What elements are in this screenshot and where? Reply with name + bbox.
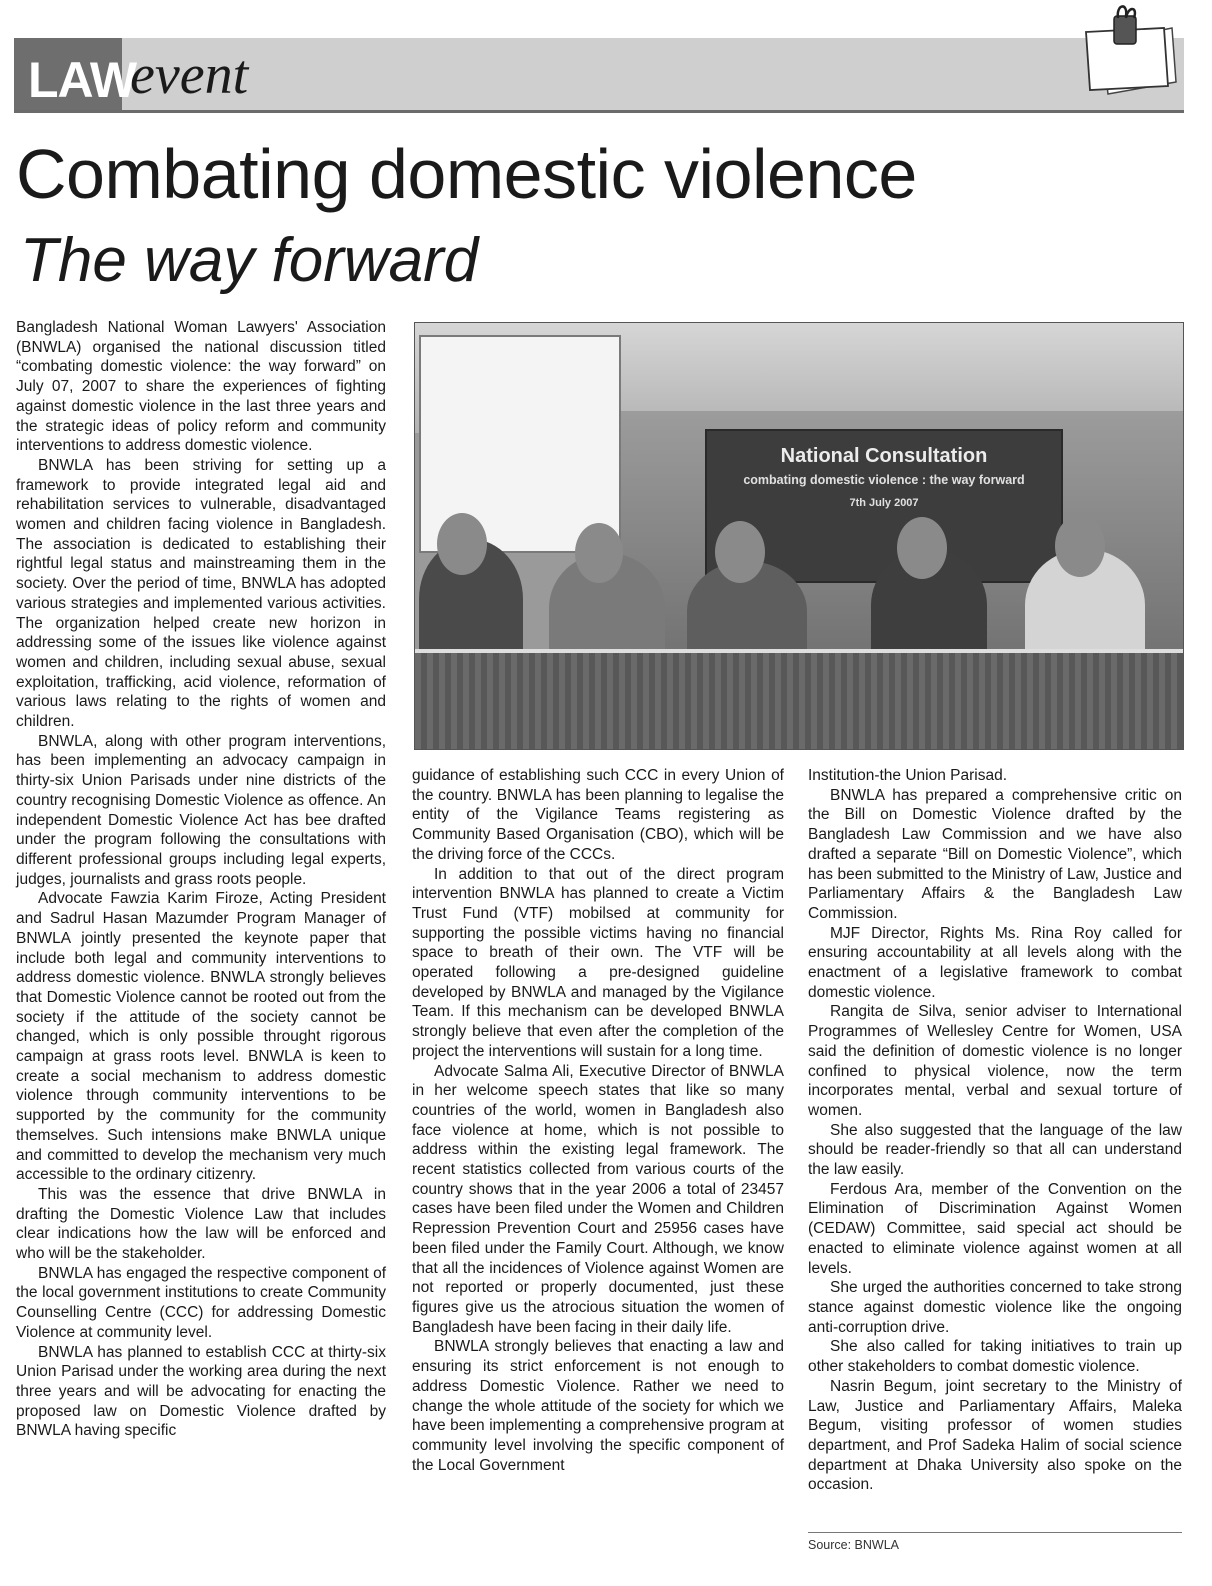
article-subtitle: The way forward — [20, 226, 479, 295]
panelist-4-head — [897, 517, 947, 579]
article-column-2 — [412, 766, 784, 1475]
panelist-2-head — [575, 523, 623, 583]
banner-title: National Consultation — [780, 445, 988, 467]
paragraph: BNWLA has prepared a comprehensive critic on the Bill on Domestic Violence drafted by the Bangladesh Law Commission and we have also drafted a separate “Bill on Domestic Violence”, which has been submitted to the Ministry of Law, Justice and Parliamentary Affairs & the Bangladesh Law Commission. — [808, 786, 1182, 922]
article-column-3 — [808, 766, 1182, 1495]
paragraph: BNWLA, along with other program interventions, has been implementing an advocacy campaign in thirty-six Union Parisads under nine districts of the country recognising Domestic Violence as offence. An independent Domestic Violence Act has bee drafted under the program following the consultations with different professional groups including legal experts, judges, journalists and grass roots people. — [16, 732, 386, 888]
header-rule — [14, 110, 1184, 113]
section-header — [14, 38, 1184, 110]
banner-subtitle: combating domestic violence : the way forward — [743, 473, 1025, 487]
paragraph: She also called for taking initiatives to train up other stakeholders to combat domestic violence. — [808, 1338, 1182, 1376]
section-label-law: LAW — [28, 52, 137, 108]
event-photo — [414, 322, 1184, 750]
paragraph: BNWLA has been striving for setting up a framework to provide integrated legal aid and rehabilitation services to vulnerable, disadvantaged women and children facing violence in Bangladesh. The association is dedicated to establishing their rightful legal status and mainstreaming them in the society. Over the period of time, BNWLA has adopted various strategies and implemented various activities. The organization helped create new horizon in addressing some of the issues like violence against women and children, including sexual abuse, sexual exploitation, trafficking, acid violence, reformation of various laws relating to the rights of women and children. — [16, 456, 386, 731]
paragraph: She urged the authorities concerned to take strong stance against domestic violence like the ongoing anti-corruption drive. — [808, 1279, 1182, 1336]
paragraph: Advocate Salma Ali, Executive Director of BNWLA in her welcome speech states that like so many countries of the world, women in Bangladesh also face violence at home, which is not possible to address within the existing legal framework. The recent statistics collected from various courts of the country shows that in the year 2006 a total of 23457 cases have been filed under the Women and Children Repression Prevention Court and 25956 cases have been filed under the Family Court. Although, we know that all the incidences of Violence against Women are not reported or properly documented, just these figures give us the atrocious situation the women of Bangladesh have been facing in their daily life. — [412, 1062, 784, 1336]
banner-date: 7th July 2007 — [849, 497, 919, 509]
paragraph: BNWLA has engaged the respective component of the local government institutions to create Community Counselling Centre (CCC) for addressing Domestic Violence at community level. — [16, 1264, 386, 1341]
source-credit: Source: BNWLA — [808, 1538, 900, 1552]
paragraph: Institution-the Union Parisad. — [808, 767, 1008, 784]
article-column-1 — [16, 318, 386, 1441]
paragraph: guidance of establishing such CCC in every Union of the country. BNWLA has been planning to legalise the entity of the Vigilance Teams registering as Community Based Organisation (CBO), which will be the driving force of the CCCs. — [412, 767, 784, 863]
panelist-1-head — [437, 513, 487, 575]
paragraph: Rangita de Silva, senior adviser to International Programmes of Wellesley Centre for Women, USA said the definition of domestic violence is no longer confined to physical violence, now the term incorporates mental, verbal and sexual torture of women. — [808, 1003, 1182, 1119]
paragraph: In addition to that out of the direct program intervention BNWLA has planned to create a Victim Trust Fund (VTF) mobilsed at community for supporting the possible victims having no financial space to breath of their own. The VTF will be operated following a pre-designed guideline developed by BNWLA and managed by the Vigilance Team. If this mechanism can be developed BNWLA strongly believe that even after the completion of the project the interventions will sustain for a long time. — [412, 865, 784, 1060]
paragraph: She also suggested that the language of the law should be reader-friendly so that all can understand the law easily. — [808, 1121, 1182, 1179]
panelist-3-head — [715, 521, 765, 583]
panelist-5-head — [1055, 515, 1105, 577]
paragraph: MJF Director, Rights Ms. Rina Roy called for ensuring accountability at all levels along with the enactment of a legislative framework to combat domestic violence. — [808, 924, 1182, 1001]
table-skirt — [415, 653, 1183, 749]
article-title: Combating domestic violence — [16, 135, 917, 213]
paragraph: This was the essence that drive BNWLA in drafting the Domestic Violence Law that includes clear indications how the law will be enforced and who will be the stakeholder. — [16, 1185, 386, 1263]
paragraph: Nasrin Begum, joint secretary to the Ministry of Law, Justice and Parliamentary Affairs, Maleka Begum, visiting professor of women studies department, and Prof Sadeka Halim of social science department at Dhaka University also spoke on the occasion. — [808, 1377, 1182, 1494]
source-rule — [808, 1532, 1182, 1533]
section-label-event: event — [130, 44, 249, 106]
paragraph: Bangladesh National Woman Lawyers' Association (BNWLA) organised the national discussion titled “combating domestic violence: the way forward” on July 07, 2007 to share the experiences of fighting against domestic violence in the last three years and the strategic ideas of policy reform and community interventions to address domestic violence. — [16, 319, 386, 455]
paragraph: Advocate Fawzia Karim Firoze, Acting President and Sadrul Hasan Mazumder Program Manager of BNWLA jointly presented the keynote paper that include both legal and community interventions to address domestic violence. BNWLA strongly believes that Domestic Violence cannot be rooted out from the society if the attitude of the society cannot be changed, which is only possible throught rigorous campaign at grass roots level. BNWLA is keen to create a social mechanism to address domestic violence through community interventions to be supported by the community for the community themselves. Such intensions make BNWLA unique and committed to develop the mechanism very much accessible to the ordinary citizenry. — [16, 890, 386, 1184]
paragraph: Ferdous Ara, member of the Convention on the Elimination of Discrimination Against Women (CEDAW) Committee, said special act should be enacted to eliminate violence against women at all levels. — [808, 1180, 1182, 1277]
section-law-block — [14, 38, 137, 110]
paragraph: BNWLA strongly believes that enacting a law and ensuring its strict enforcement is not enough to address Domestic Violence. Rather we need to change the whole attitude of the society for which we have been implementing a comprehensive program at community level involving the specific component of the Local Government — [412, 1338, 784, 1474]
paper-clip-notes-icon — [1080, 2, 1180, 98]
paragraph: BNWLA has planned to establish CCC at thirty-six Union Parisad under the working area during the next three years and will be advocating for enacting the proposed law on Domestic Violence drafted by BNWLA having specific — [16, 1343, 386, 1440]
